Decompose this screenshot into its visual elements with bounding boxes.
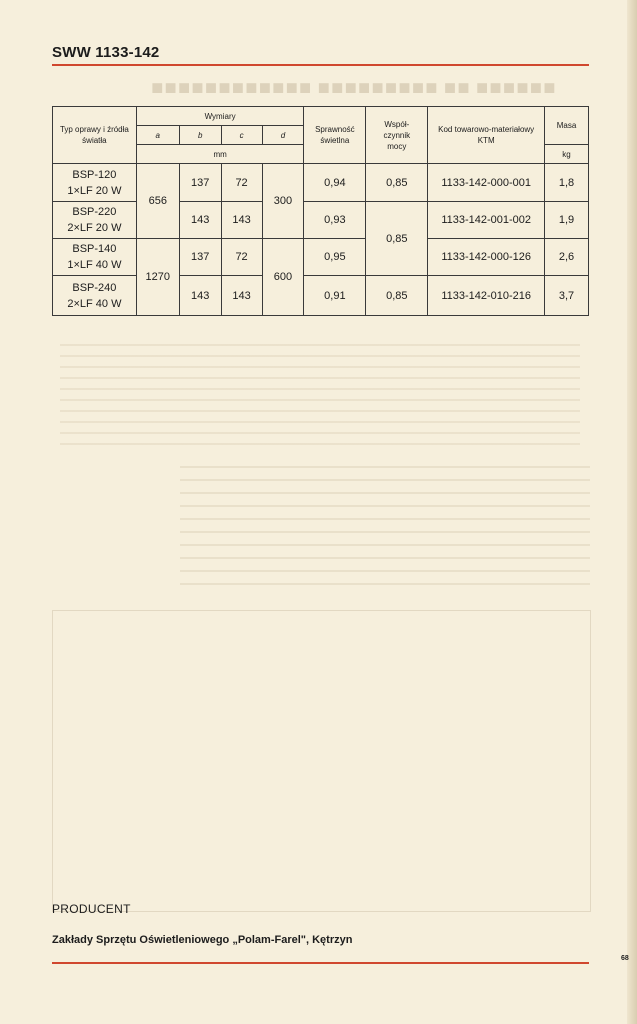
dim-d-value: 300	[262, 164, 304, 239]
efficiency-value: 0,93	[304, 202, 366, 239]
producer-label: PRODUCENT	[52, 902, 131, 916]
row-type-cell	[53, 276, 137, 316]
dim-b-value: 143	[179, 202, 221, 239]
specification-table	[52, 106, 589, 316]
dim-c-value: 72	[221, 164, 262, 202]
table-row	[53, 164, 589, 202]
catalog-code: SWW 1133-142	[52, 44, 160, 61]
header-type: Typ oprawy i źródła światła	[53, 107, 137, 164]
power-factor-value: 0,85	[366, 276, 428, 316]
page-edge	[627, 0, 637, 1024]
mass-value: 1,8	[545, 164, 589, 202]
header-dim-b: b	[179, 126, 221, 145]
efficiency-value: 0,95	[304, 239, 366, 276]
header-power-factor: Współ-czynnik mocy	[366, 107, 428, 164]
power-factor-value: 0,85	[366, 202, 428, 276]
top-red-rule	[52, 64, 589, 66]
bottom-red-rule	[52, 962, 589, 964]
row-type-lamp: 1×LF 20 W	[67, 184, 122, 197]
row-type-lamp: 1×LF 40 W	[67, 259, 122, 271]
dim-b-value: 137	[179, 164, 221, 202]
producer-name: Zakłady Sprzętu Oświetleniowego „Polam-Farel", Kętrzyn	[52, 934, 353, 946]
row-type-model: BSP-220	[72, 206, 117, 218]
header-mass-unit: kg	[545, 145, 589, 164]
mass-value: 2,6	[545, 239, 589, 276]
power-factor-value: 0,85	[366, 164, 428, 202]
header-dim-a: a	[136, 126, 179, 145]
row-type-model: BSP-140	[72, 243, 117, 255]
row-type-cell	[53, 164, 137, 202]
dim-c-value: 143	[221, 202, 262, 239]
header-dimensions: Wymiary	[136, 107, 304, 126]
dim-c-value: 143	[221, 276, 262, 316]
show-through-drawing	[52, 610, 591, 912]
row-type-cell	[53, 202, 137, 239]
header-ktm-code: Kod towarowo-materiałowy KTM	[428, 107, 545, 164]
table-row	[53, 276, 589, 316]
mass-value: 1,9	[545, 202, 589, 239]
dim-c-value: 72	[221, 239, 262, 276]
dim-b-value: 137	[179, 239, 221, 276]
mass-value: 3,7	[545, 276, 589, 316]
dim-a-value: 656	[136, 164, 179, 239]
dim-b-value: 143	[179, 276, 221, 316]
efficiency-value: 0,94	[304, 164, 366, 202]
show-through-title: ◼◼◼◼◼◼ ◼◼ ◼◼◼◼◼◼◼◼◼ ◼◼◼◼◼◼◼◼◼◼◼◼	[150, 79, 556, 96]
table-row	[53, 202, 589, 239]
header-dim-unit: mm	[136, 145, 304, 164]
ktm-code-value: 1133-142-001-002	[428, 202, 545, 239]
show-through-text	[60, 335, 580, 445]
row-type-model: BSP-240	[72, 281, 117, 294]
efficiency-value: 0,91	[304, 276, 366, 316]
show-through-list	[180, 455, 590, 585]
ktm-code-value: 1133-142-000-001	[428, 164, 545, 202]
ktm-code-value: 1133-142-000-126	[428, 239, 545, 276]
row-type-lamp: 2×LF 40 W	[67, 297, 122, 310]
header-dim-c: c	[221, 126, 262, 145]
dim-d-value: 600	[262, 239, 304, 316]
table-row	[53, 239, 589, 276]
ktm-code-value: 1133-142-010-216	[428, 276, 545, 316]
row-type-lamp: 2×LF 20 W	[67, 222, 122, 234]
page-number: 68	[621, 955, 629, 962]
row-type-cell	[53, 239, 137, 276]
row-type-model: BSP-120	[72, 168, 117, 181]
dim-a-value: 1270	[136, 239, 179, 316]
header-efficiency: Sprawność świetlna	[304, 107, 366, 164]
header-mass: Masa	[545, 107, 589, 145]
header-dim-d: d	[262, 126, 304, 145]
